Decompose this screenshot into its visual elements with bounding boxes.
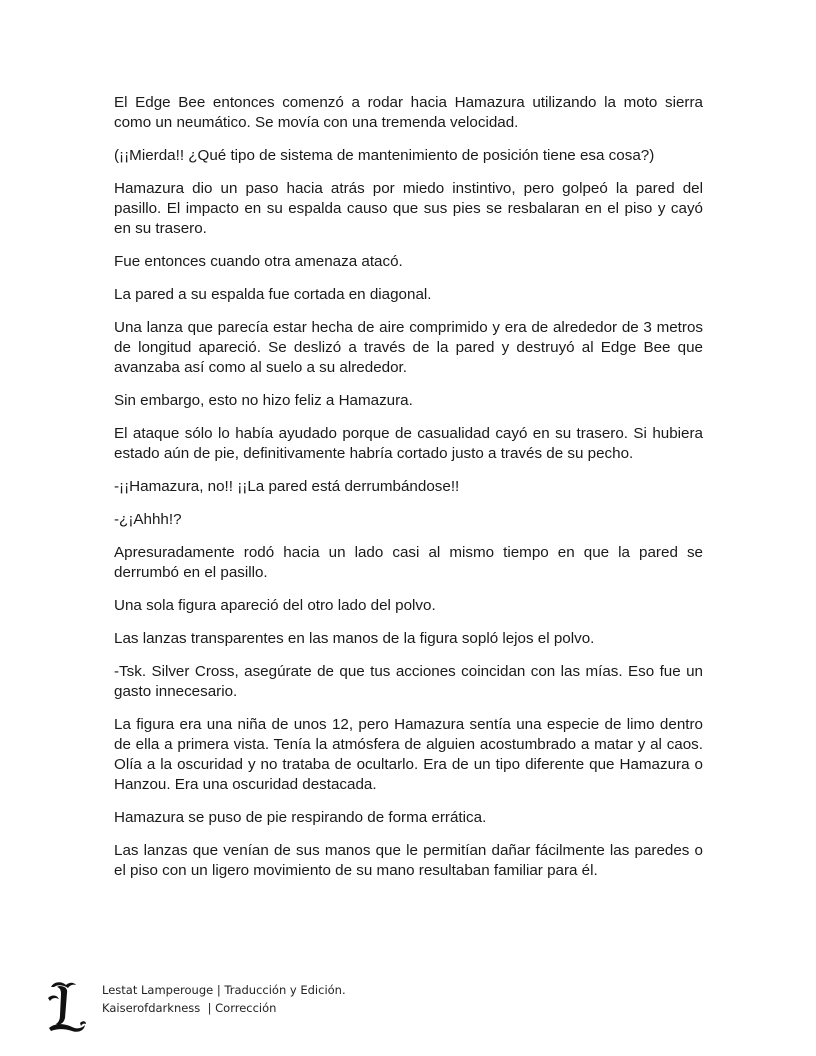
paragraph: Una lanza que parecía estar hecha de aire comprimido y era de alrededor de 3 metros de longitud apareció. Se deslizó a través de la pared y destruyó al Edge Bee que avanzaba así como al suelo a su alrededor. [114, 319, 703, 376]
gothic-letter-l-icon [44, 978, 88, 1034]
paragraph: Hamazura dio un paso hacia atrás por miedo instintivo, pero golpeó la pared del pasillo. El impacto en su espalda causo que sus pies se resbalaran en el piso y cayó en su trasero. [114, 180, 703, 237]
paragraph: La figura era una niña de unos 12, pero Hamazura sentía una especie de limo dentro de ella a primera vista. Tenía la atmósfera de alguien acostumbrado a matar y al caos. Olía a la oscuridad y no trataba de ocultarlo. Era de un tipo diferente que Hamazura o Hanzou. Era una oscuridad destacada. [114, 716, 703, 793]
paragraph: Una sola figura apareció del otro lado del polvo. [114, 597, 436, 614]
paragraph: Las lanzas transparentes en las manos de la figura sopló lejos el polvo. [114, 630, 595, 647]
paragraph: -¿¡Ahhh!? [114, 511, 182, 528]
paragraph: La pared a su espalda fue cortada en diagonal. [114, 286, 432, 303]
credits [102, 981, 346, 1017]
paragraph: (¡¡Mierda!! ¿Qué tipo de sistema de mantenimiento de posición tiene esa cosa?) [114, 147, 655, 164]
paragraph: -Tsk. Silver Cross, asegúrate de que tus acciones coincidan con las mías. Eso fue un gasto innecesario. [114, 663, 703, 700]
paragraph: Las lanzas que venían de sus manos que le permitían dañar fácilmente las paredes o el piso con un ligero movimiento de su mano resultaban familiar para él. [114, 842, 703, 879]
credit-translation: Lestat Lamperouge | Traducción y Edición. [102, 983, 346, 997]
paragraph: Apresuradamente rodó hacia un lado casi al mismo tiempo en que la pared se derrumbó en el pasillo. [114, 544, 703, 581]
page-body [114, 93, 703, 894]
paragraph: Hamazura se puso de pie respirando de forma errática. [114, 809, 487, 826]
paragraph: -¡¡Hamazura, no!! ¡¡La pared está derrumbándose!! [114, 478, 460, 495]
paragraph: El ataque sólo lo había ayudado porque de casualidad cayó en su trasero. Si hubiera estado aún de pie, definitivamente habría cortado justo a través de su pecho. [114, 425, 703, 462]
paragraph: Sin embargo, esto no hizo feliz a Hamazura. [114, 392, 413, 409]
page-footer [44, 978, 464, 1034]
credit-correction: Kaiserofdarkness | Corrección [102, 1001, 277, 1015]
paragraph: Fue entonces cuando otra amenaza atacó. [114, 253, 403, 270]
paragraph: El Edge Bee entonces comenzó a rodar hacia Hamazura utilizando la moto sierra como un neumático. Se movía con una tremenda velocidad. [114, 94, 703, 131]
